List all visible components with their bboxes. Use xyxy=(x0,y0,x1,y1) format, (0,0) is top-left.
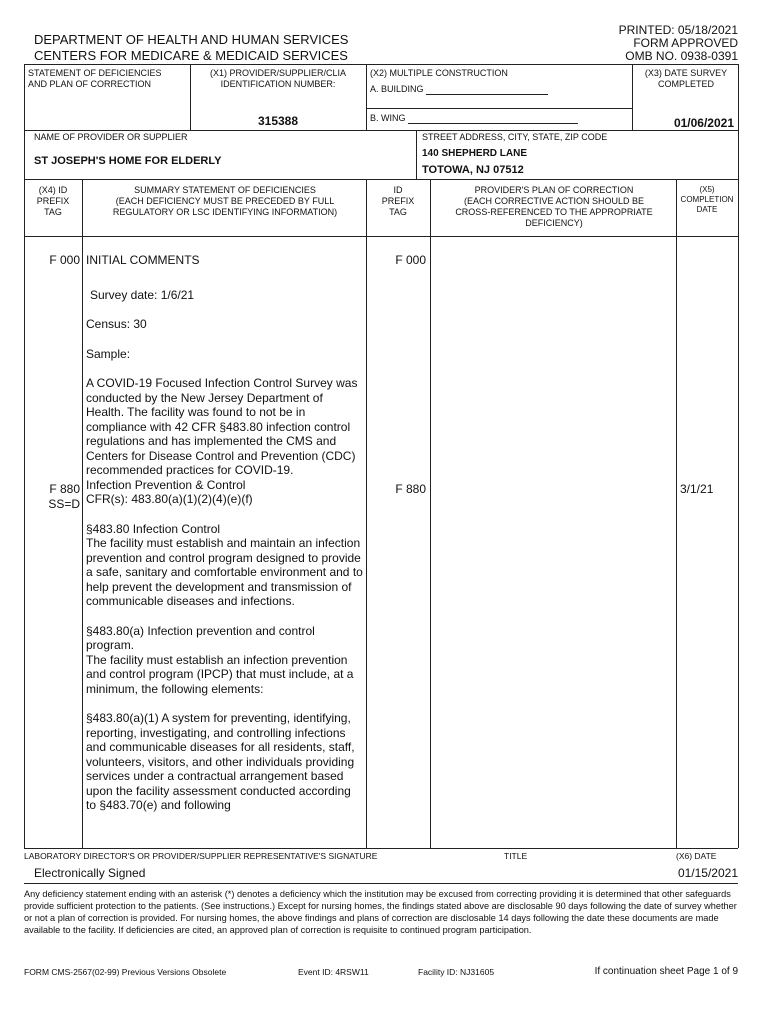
survey-date: Survey date: 1/6/21 xyxy=(90,287,195,302)
infection-control-paragraph: The facility must establish and maintain an infection prevention and control program designed to provide a safe, sanitary and comfortable environment and to help prevent the development and transmission of communicable diseases and infections. xyxy=(86,536,363,608)
id-header-3: TAG xyxy=(389,207,407,217)
signature-value: Electronically Signed xyxy=(34,866,146,880)
event-id: Event ID: 4RSW11 xyxy=(298,967,369,977)
x2-label: (X2) MULTIPLE CONSTRUCTION xyxy=(370,68,508,78)
department-title: DEPARTMENT OF HEALTH AND HUMAN SERVICES xyxy=(34,32,349,47)
statement-label-2: AND PLAN OF CORRECTION xyxy=(28,79,152,89)
summary-header-1: SUMMARY STATEMENT OF DEFICIENCIES xyxy=(134,185,316,195)
survey-completed-date: 01/06/2021 xyxy=(673,116,734,130)
title-label: TITLE xyxy=(504,851,528,861)
provider-name: ST JOSEPH'S HOME FOR ELDERLY xyxy=(34,155,222,167)
initial-comments-heading: INITIAL COMMENTS xyxy=(86,253,200,267)
completion-date: 3/1/21 xyxy=(680,482,714,496)
covid-survey-paragraph: A COVID-19 Focused Infection Control Survey was conducted by the New Jersey Department of Health. The facility was found to not be in compliance with 42 CFR §483.80 infection control regulations and has implemented the CMS and Centers for Disease Control and Prevention (CDC) recommended practices for COVID-19. xyxy=(86,376,358,477)
plan-header-4: DEFICIENCY) xyxy=(525,218,583,228)
omb-number: OMB NO. 0938-0391 xyxy=(625,49,738,63)
date-label: (X6) DATE xyxy=(676,851,717,861)
tag-f000: F 000 xyxy=(49,253,80,267)
x3-label-1: (X3) DATE SURVEY xyxy=(644,68,728,78)
plan-header-2: (EACH CORRECTIVE ACTION SHOULD BE xyxy=(463,196,645,206)
wing-label: B. WING xyxy=(370,113,406,123)
address-label: STREET ADDRESS, CITY, STATE, ZIP CODE xyxy=(422,132,608,142)
facility-id: Facility ID: NJ31605 xyxy=(418,967,495,977)
x1-label-2: IDENTIFICATION NUMBER: xyxy=(220,79,336,89)
provider-name-label: NAME OF PROVIDER OR SUPPLIER xyxy=(34,132,188,142)
x5-header-3: DATE xyxy=(696,205,718,214)
summary-header-2: (EACH DEFICIENCY MUST BE PRECEDED BY FULL xyxy=(115,196,335,206)
f880-cfr: CFR(s): 483.80(a)(1)(2)(4)(e)(f) xyxy=(86,492,253,506)
form-id: FORM CMS-2567(02-99) Previous Versions Obsolete xyxy=(24,967,227,977)
provider-id-number: 315388 xyxy=(257,114,299,128)
building-label: A. BUILDING xyxy=(370,84,424,94)
id-header-2: PREFIX xyxy=(381,196,415,206)
plan-header-3: CROSS-REFERENCED TO THE APPROPRIATE xyxy=(455,207,653,217)
tag-f880-right: F 880 xyxy=(395,482,426,496)
form-approved: FORM APPROVED xyxy=(633,36,738,50)
summary-header-3: REGULATORY OR LSC IDENTIFYING INFORMATION) xyxy=(112,207,338,217)
tag-ss-d: SS=D xyxy=(48,496,80,511)
ipcp-system-paragraph: §483.80(a)(1) A system for preventing, identifying, reporting, investigating, and controlling infections and communicable diseases for all residents, staff, volunteers, visitors, and other individuals providing services under a contractual arrangement based upon the facility assessment conducted according to §483.70(e) and following xyxy=(86,711,355,812)
page-number: If continuation sheet Page 1 of 9 xyxy=(594,966,738,977)
x5-header-2: COMPLETION xyxy=(680,195,734,204)
wing-field xyxy=(408,114,578,124)
statement-label-1: STATEMENT OF DEFICIENCIES xyxy=(28,68,162,78)
cms-title: CENTERS FOR MEDICARE & MEDICAID SERVICES xyxy=(34,48,348,63)
ipcp-paragraph: The facility must establish an infection prevention and control program (IPCP) that must include, at a minimum, the following elements: xyxy=(86,652,354,696)
x5-header-1: (X5) xyxy=(699,185,715,194)
x3-label-2: COMPLETED xyxy=(657,79,714,89)
signature-label: LABORATORY DIRECTOR'S OR PROVIDER/SUPPLIER REPRESENTATIVE'S SIGNATURE xyxy=(24,851,378,861)
address-line-1: 140 SHEPHERD LANE xyxy=(422,148,528,159)
plan-header-1: PROVIDER'S PLAN OF CORRECTION xyxy=(474,185,634,195)
signature-date: 01/15/2021 xyxy=(677,866,738,880)
x4-header-2: PREFIX xyxy=(36,196,70,206)
x4-header-3: TAG xyxy=(44,207,62,217)
address-line-2: TOTOWA, NJ 07512 xyxy=(422,164,524,176)
f880-title: Infection Prevention & Control xyxy=(86,477,246,492)
tag-f000-right: F 000 xyxy=(395,253,426,267)
id-header-1: ID xyxy=(393,185,403,195)
tag-f880: F 880 xyxy=(49,482,80,496)
census: Census: 30 xyxy=(86,317,147,331)
ipcp-title: §483.80(a) Infection prevention and control program. xyxy=(86,623,315,652)
sample: Sample: xyxy=(86,346,131,361)
building-field xyxy=(426,85,548,95)
x4-header-1: (X4) ID xyxy=(38,185,68,195)
infection-control-title: §483.80 Infection Control xyxy=(86,521,221,536)
printed-date: PRINTED: 05/18/2021 xyxy=(618,23,738,37)
footnote: Any deficiency statement ending with an asterisk (*) denotes a deficiency which the institution may be excused from correcting providing it is determined that other safeguards provide sufficient protection to the patients. (See instructions.) Except for nursing homes, the findings stated above are disclosable 90 days following the date of survey whether or not a plan of correction is provided. For nursing homes, the above findings and plans of correction are disclosable 14 days following the date these documents are made available to the facility. If deficiencies are cited, an approved plan of correction is requisite to continued program participation. xyxy=(24,889,737,935)
x1-label-1: (X1) PROVIDER/SUPPLIER/CLIA xyxy=(209,68,347,78)
